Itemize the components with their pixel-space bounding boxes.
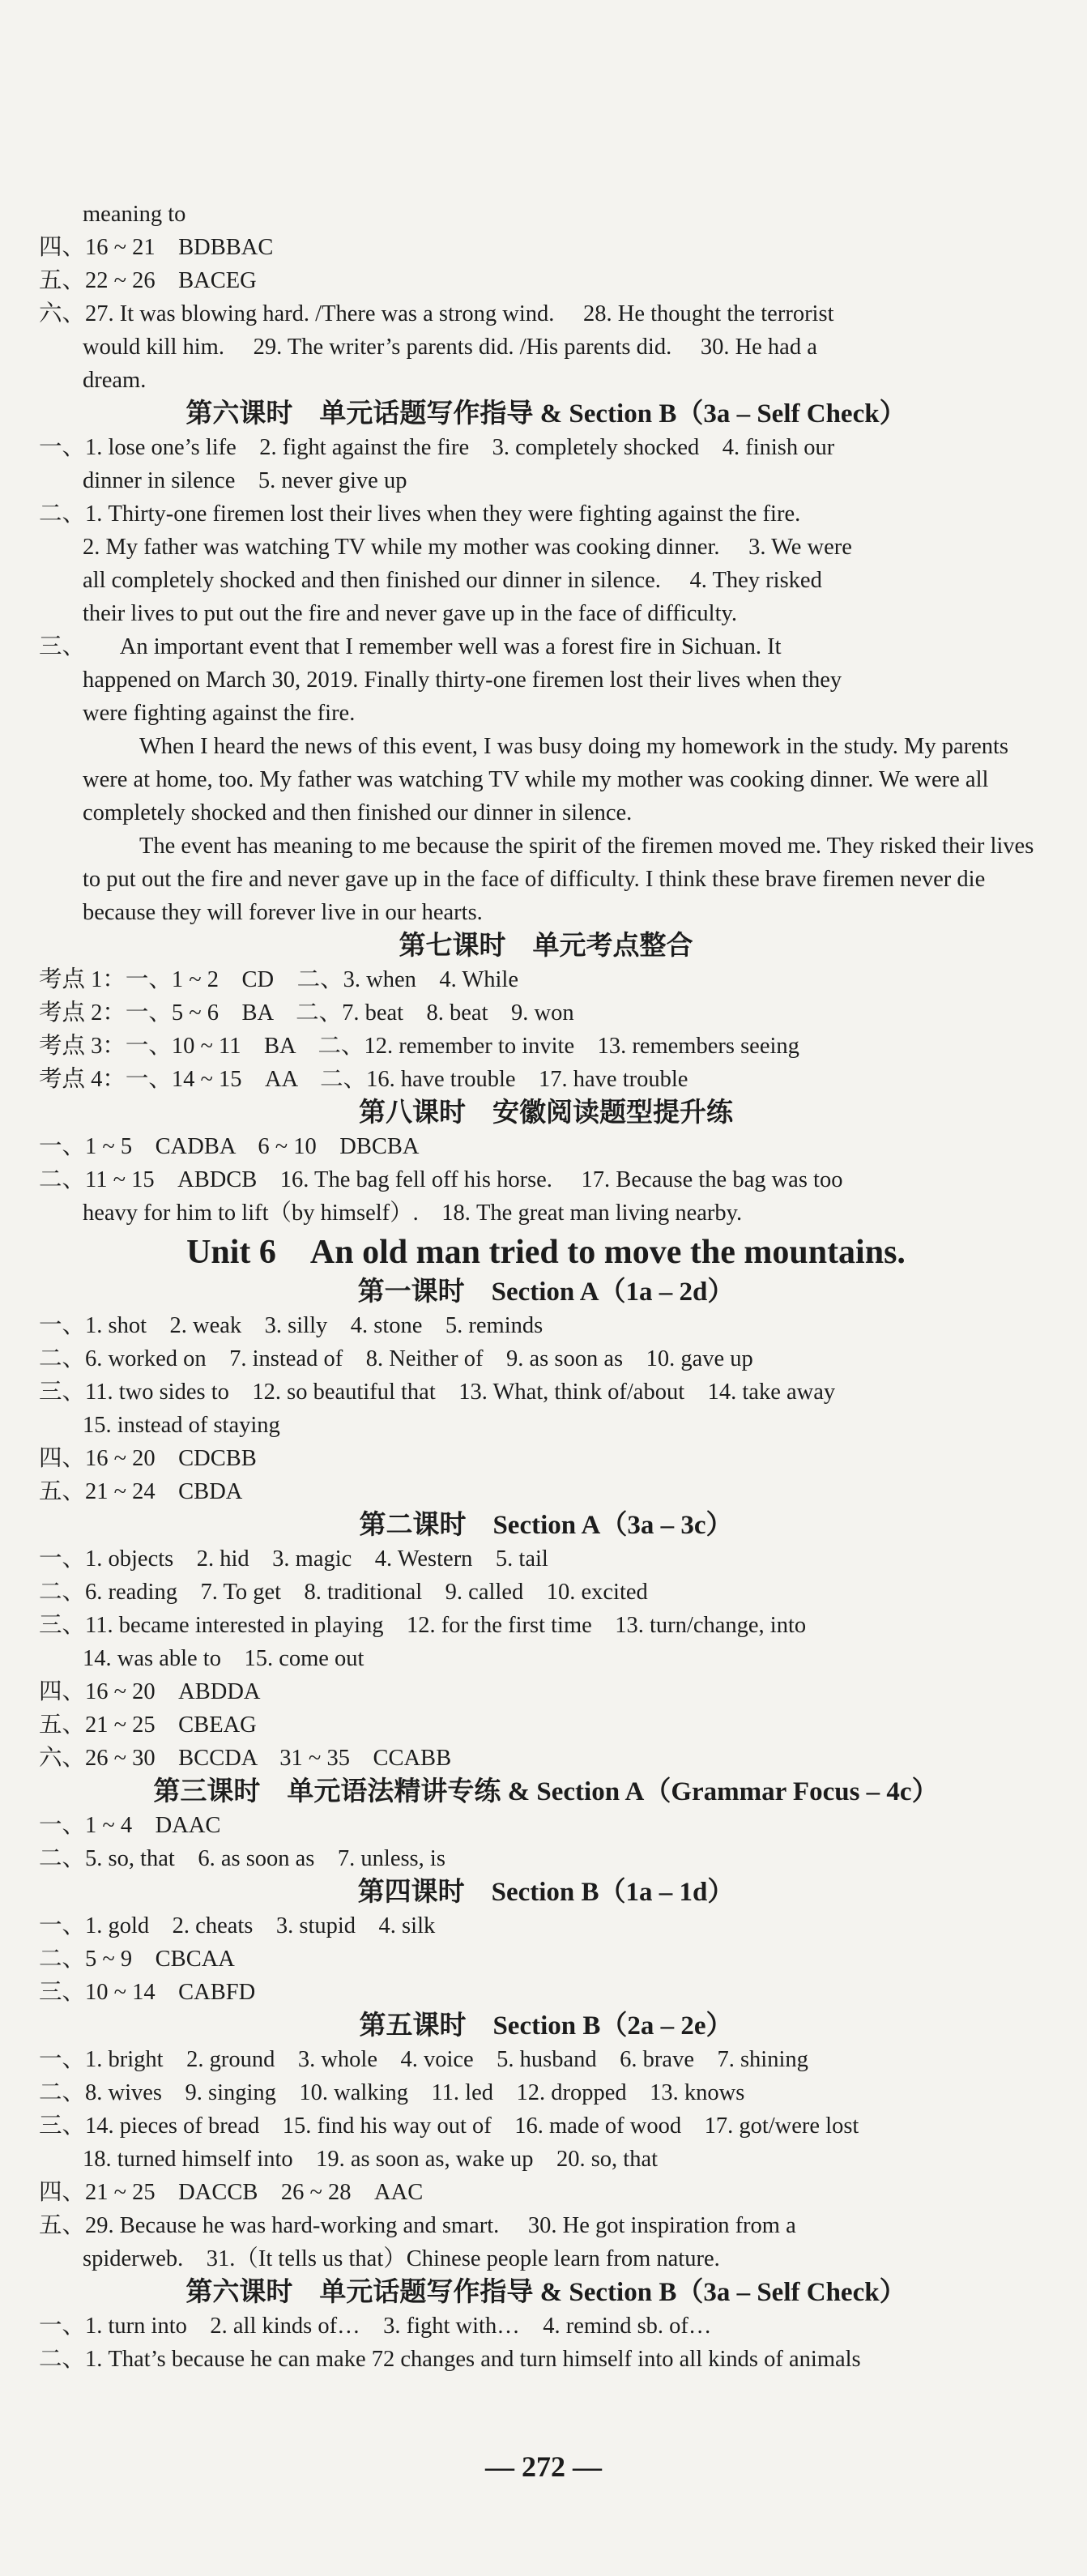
answer-line: 二、6. reading 7. To get 8. traditional 9. called 10. excited [39, 1580, 648, 1605]
answer-line-continuation: 2. My father was watching TV while my mother was cooking dinner. 3. We were [83, 535, 852, 560]
answer-line-continuation: meaning to [83, 202, 186, 227]
answer-line: 三、11. became interested in playing 12. for the first time 13. turn/change, into [39, 1613, 807, 1638]
essay-paragraph: The event has meaning to me because the spirit of the firemen moved me. They risked their lives to put out the fire and never gave up in the face of difficulty. I think these brave firemen never die because they will forever live in our hearts. [83, 834, 1034, 925]
page-number: — 272 — [485, 2450, 602, 2483]
answer-line: 二、1. Thirty-one firemen lost their lives when they were fighting against the fire. [39, 501, 801, 527]
answer-line: 五、21 ~ 24 CBDA [39, 1479, 243, 1504]
answer-line: 一、1 ~ 4 DAAC [39, 1813, 221, 1838]
answer-line: 一、1. bright 2. ground 3. whole 4. voice 5. husband 6. brave 7. shining [39, 2047, 808, 2072]
answer-line-continuation: were fighting against the fire. [83, 701, 356, 726]
unit-title: Unit 6 An old man tried to move the mountains. [186, 1234, 906, 1271]
lesson-heading: 第八课时 安徽阅读题型提升练 [359, 1098, 733, 1128]
answer-line-continuation: heavy for him to lift（by himself）. 18. The great man living nearby. [83, 1201, 743, 1226]
answer-line: 考点 4：一、14 ~ 15 AA 二、16. have trouble 17. have trouble [39, 1067, 688, 1092]
answer-line: 三、14. pieces of bread 15. find his way out of 16. made of wood 17. got/were lost [39, 2113, 859, 2139]
answer-line: 二、6. worked on 7. instead of 8. Neither of 9. as soon as 10. gave up [39, 1346, 753, 1371]
answer-line-continuation: happened on March 30, 2019. Finally thirty-one firemen lost their lives when they [83, 667, 842, 693]
answer-line: 一、1. shot 2. weak 3. silly 4. stone 5. reminds [39, 1313, 544, 1338]
answer-line: 五、29. Because he was hard-working and smart. 30. He got inspiration from a [39, 2213, 796, 2238]
lesson-heading: 第二课时 Section A（3a – 3c） [359, 1511, 733, 1540]
answer-line-continuation: dinner in silence 5. never give up [83, 468, 407, 493]
answer-line-continuation: would kill him. 29. The writer’s parents did. /His parents did. 30. He had a [83, 335, 817, 360]
answer-line: 五、21 ~ 25 CBEAG [39, 1712, 257, 1738]
answer-line-continuation: 18. turned himself into 19. as soon as, wake up 20. so, that [83, 2147, 659, 2172]
lesson-heading: 第六课时 单元话题写作指导 & Section B（3a – Self Check） [185, 399, 906, 429]
answer-line: 四、21 ~ 25 DACCB 26 ~ 28 AAC [39, 2180, 424, 2205]
answer-line: 四、16 ~ 21 BDBBAC [39, 235, 274, 260]
answer-line-continuation: their lives to put out the fire and never gave up in the face of difficulty. [83, 601, 738, 626]
answer-line-continuation: 14. was able to 15. come out [83, 1646, 364, 1671]
lesson-heading: 第四课时 Section B（1a – 1d） [357, 1878, 735, 1907]
answer-line: 二、11 ~ 15 ABDCB 16. The bag fell off his horse. 17. Because the bag was too [39, 1167, 843, 1192]
answer-line: 考点 2：一、5 ~ 6 BA 二、7. beat 8. beat 9. won [39, 1000, 574, 1026]
answer-line: 四、16 ~ 20 CDCBB [39, 1446, 257, 1471]
lesson-heading: 第六课时 单元话题写作指导 & Section B（3a – Self Check） [185, 2278, 906, 2307]
answer-line: 一、1 ~ 5 CADBA 6 ~ 10 DBCBA [39, 1134, 420, 1159]
answer-line: 一、1. lose one’s life 2. fight against the fire 3. completely shocked 4. finish our [39, 435, 835, 460]
lesson-heading: 第一课时 Section A（1a – 2d） [357, 1277, 735, 1307]
answer-line: 二、5. so, that 6. as soon as 7. unless, is [39, 1846, 445, 1871]
answer-line: 一、1. turn into 2. all kinds of… 3. fight with… 4. remind sb. of… [39, 2314, 712, 2339]
answer-line: 一、1. objects 2. hid 3. magic 4. Western 5. tail [39, 1546, 548, 1572]
answer-line: 二、1. That’s because he can make 72 changes and turn himself into all kinds of animals [39, 2347, 861, 2372]
lesson-heading: 第五课时 Section B（2a – 2e） [359, 2011, 733, 2041]
answer-line: 二、5 ~ 9 CBCAA [39, 1947, 235, 1972]
answer-line-continuation: 15. instead of staying [83, 1413, 280, 1438]
answer-line: 三、10 ~ 14 CABFD [39, 1980, 256, 2005]
answer-line-continuation: dream. [83, 368, 147, 393]
answer-line: 五、22 ~ 26 BACEG [39, 268, 257, 293]
lesson-heading: 第三课时 单元语法精讲专练 & Section A（Grammar Focus – 4c） [153, 1777, 939, 1806]
answer-line: 六、26 ~ 30 BCCDA 31 ~ 35 CCABB [39, 1746, 452, 1771]
answer-line-continuation: spiderweb. 31.（It tells us that）Chinese people learn from nature. [83, 2246, 720, 2271]
lesson-heading: 第七课时 单元考点整合 [399, 932, 693, 961]
answer-line: 三、 An important event that I remember well was a forest fire in Sichuan. It [39, 634, 782, 659]
answer-line: 六、27. It was blowing hard. /There was a strong wind. 28. He thought the terrorist [39, 301, 834, 326]
answer-content [39, 198, 1053, 2376]
answer-line-continuation: all completely shocked and then finished our dinner in silence. 4. They risked [83, 568, 822, 593]
answer-line: 三、11. two sides to 12. so beautiful that 13. What, think of/about 14. take away [39, 1380, 836, 1405]
answer-line: 二、8. wives 9. singing 10. walking 11. led 12. dropped 13. knows [39, 2080, 745, 2105]
answer-line: 一、1. gold 2. cheats 3. stupid 4. silk [39, 1913, 436, 1938]
answer-line: 四、16 ~ 20 ABDDA [39, 1679, 261, 1704]
answer-line: 考点 1：一、1 ~ 2 CD 二、3. when 4. While [39, 967, 518, 992]
essay-paragraph: When I heard the news of this event, I was busy doing my homework in the study. My parents were at home, too. My father was watching TV while my mother was cooking dinner. We were all completely shocked and then finished our dinner in silence. [83, 734, 1009, 825]
answer-line: 考点 3：一、10 ~ 11 BA 二、12. remember to invite 13. remembers seeing [39, 1034, 799, 1059]
